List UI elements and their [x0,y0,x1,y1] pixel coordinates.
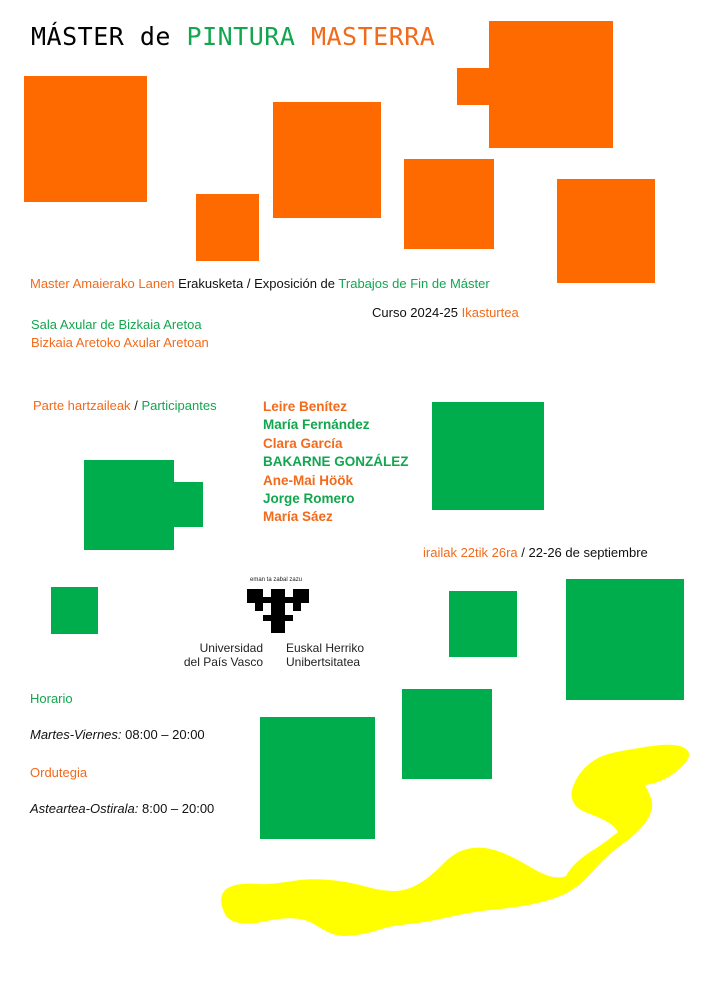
schedule-days-es: Martes-Viernes: [30,727,122,742]
exhibition-eu-1: Master Amaierako Lanen [30,276,175,291]
participant-name: BAKARNE GONZÁLEZ [263,454,409,470]
dates-es: 22-26 de septiembre [528,545,648,560]
participants-label-es: Participantes [141,398,217,413]
schedule-hours-es: 08:00 – 20:00 [125,727,205,742]
participant-name: Clara García [263,435,343,451]
participant-name: María Sáez [263,509,333,525]
venue-es: Sala Axular de Bizkaia Aretoa [31,317,202,332]
participants-separator: / [134,398,138,413]
schedule-days-eu: Asteartea-Ostirala: [30,801,139,816]
participants-label-eu: Parte hartzaileak [33,398,131,413]
university-name-eu-line2: Unibertsitatea [286,655,361,669]
schedule-heading-eu: Ordutegia [30,765,88,780]
university-name-eu-line1: Euskal Herriko [286,641,365,655]
participant-name: Ane-Mai Höök [263,472,354,488]
participant-name: Jorge Romero [263,491,355,507]
course-eu: Ikasturtea [461,305,519,320]
participant-name: María Fernández [263,417,370,433]
dates-eu: irailak 22tik 26ra [423,545,518,560]
exhibition-es-2: Trabajos de Fin de Máster [338,276,490,291]
title-part-masterra: MASTERRA [310,22,436,51]
exhibition-es-1: Exposición de [254,276,336,291]
course-label: Curso 2024-25 [372,305,458,320]
exhibition-eu-2: Erakusketa [178,276,244,291]
title-part-master: MÁSTER de [31,22,171,51]
university-name-es-line1: Universidad [199,641,263,655]
venue-eu: Bizkaia Aretoko Axular Aretoan [31,335,209,350]
exhibition-separator: / [246,276,251,291]
dates-separator: / [521,545,525,560]
university-motto: eman ta zabal zazu [250,577,303,583]
schedule-hours-eu: 8:00 – 20:00 [142,801,215,816]
schedule-heading-es: Horario [30,691,73,706]
title-part-pintura: PINTURA [186,22,296,51]
university-name-es-line2: del País Vasco [183,655,263,669]
participant-name: Leire Benítez [263,399,348,414]
